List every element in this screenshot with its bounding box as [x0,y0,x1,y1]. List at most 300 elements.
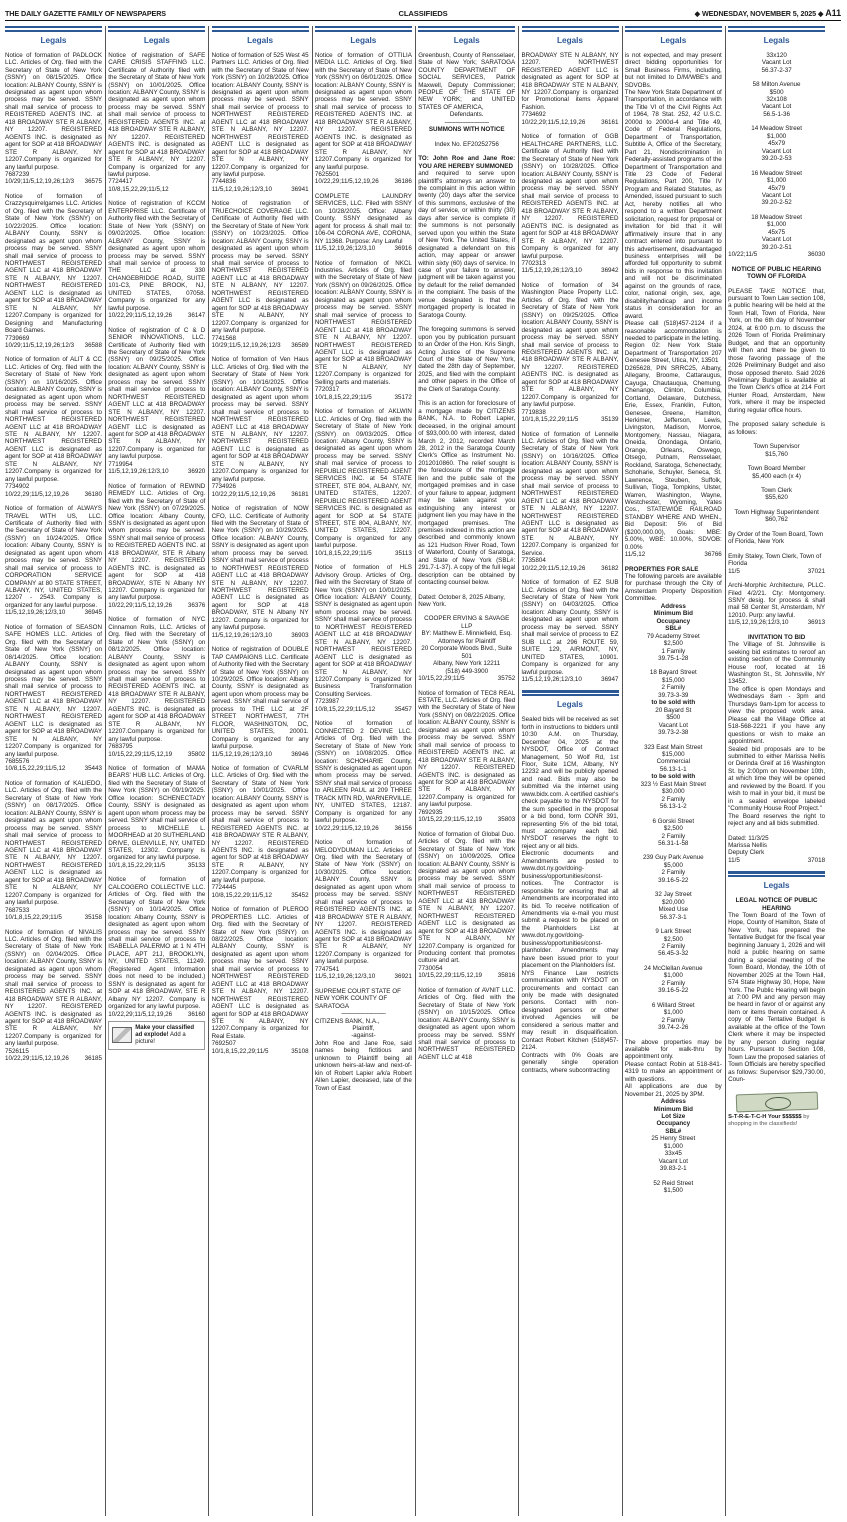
notice-text: COMPLETE LAUNDRY SERVICES, LLC. Filed with SSNY on 10/28/2025. Office: Albany County. SSNY designated as agent for process & shall mail to: 106-04 CORONA AVE, CORONA, NY 11368. Purpose: Any Lawful [314,192,412,245]
publication-dates: 10/22,29;11/5,12,19,26 [5,490,69,498]
notice-text: The above properties may be available for walk-thru by appointment only. [624,1038,722,1061]
publication-reference [108,1011,205,1018]
centered-line: 45x75 [768,228,786,236]
spacer [418,148,515,155]
notice-text: Notice of registration of SAFE CARE CRISIS STAFFING LLC. Certificate of Authority filed with the Secretary of State of New York (SSNY) on 10/01/2025. Office location: ALBANY County, SSNY is designated as agent upon whom process may be served. SSNY shall mail service of process to REGISTERED AGENTS INC. at 418 BROADWAY STE R ALBANY, NY 12207. REGISTERED AGENTS INC. is designated as agent for SOP at 418 BROADWAY STE R ALBANY, NY 12207. Company is organized for any lawful purpose. [108,51,206,179]
publication-dates: 11/5,12,19,26;12/3,10 [521,676,582,684]
centered-line: 6 Willard Street [651,1001,695,1009]
notice-line: 7734926 [211,483,236,491]
publication-reference [108,751,205,758]
notice-line: Dated: October 8, 2025 Albany, New York. [418,593,505,609]
ad-number: 35752 [497,675,516,683]
header-rule [625,26,722,28]
notice-text: Notice of formation of NKCL Industries. Articles of Org. filed with the Secretary of State of New York (SSNY) on 09/26/2025. Office location: ALBANY County, SSNY is designated as agent upon whom process may be served. SSNY shall mail service of process to NORTHWEST REGISTERED AGENT LLC at 418 BROADWAY STE N ALBANY, NY 12207. NORTHWEST REGISTERED AGENT LLC is designated as agent for SOP at 418 BROADWAY STE N ALBANY, NY 12207.Company is organized for Selling parts and materials. [314,259,412,386]
ad-number: 36946 [291,750,309,758]
ad-number: 36588 [84,341,102,349]
section-title: CLASSIFIEDS [398,9,448,18]
header-rule [108,30,205,32]
centered-line: Commercial [656,758,690,766]
centered-line: Vacant Lot [761,236,792,244]
notice-heading-centered: Lot Size [661,1113,686,1121]
spacer [728,828,825,835]
section-header [728,26,825,46]
centered-line: 33x45 [664,1150,682,1158]
ad-number: 36903 [291,631,309,639]
column-divider [622,26,623,1516]
spacer [5,498,102,505]
publication-reference [315,178,412,185]
centered-line: Albany, New York 12211 [433,660,501,668]
publication-dates: 10/22,29;11/5,12,19,26 [314,178,379,186]
header-rule [728,26,825,28]
publication-reference [212,892,309,899]
centered-line: 2 Family [661,942,686,950]
notice-heading-centered: Minimum Bid [653,610,693,618]
notice-line: 7692507 [211,1040,236,1048]
spacer [625,1032,722,1039]
header-rule [418,30,515,32]
notice-text: Notice of formation of EZ SUB LLC. Articles of Org. filed with the Secretary of State of New York (SSNY) on 04/03/2025. Office location: Albany County, SSNY is designated as agent upon whom process may be served. SSNY shall mail service of process to EZ SUB LLC at 296 ROUTE 59, SUITE 129, AIRMONT, NY, UNITED STATES, 10901. Company is organized for any lawful purpose. [521,579,619,676]
header-rule [108,26,205,28]
publication-reference [315,973,412,980]
publication-reference [522,267,619,274]
spacer [315,832,412,839]
section-header [5,26,102,46]
notice-heading-centered: LEGAL NOTICE OF PUBLIC HEARING [735,897,818,912]
notice-line: 7735804 [521,557,546,565]
centered-line: 39.83-2-1 [659,1165,687,1173]
notice-line: SUPREME COURT STATE OF NEW YORK COUNTY OF SARATOGA [314,987,401,1010]
notice-text: and required to serve upon plaintiff's attorneys an answer to the complaint in this action within twenty (20) days after the service of this summons, exclusive of the day of service, or within thirty (30) days after service is complete if the summons is not personally served upon you within the State of New York. The United States, if designated a defendant on this action, may appear or answer within sixty (60) days of service. In case of your failure to answer, judgment will be taken against you by default for the relief demanded in the complaint. The basis of the venue designated is that the mortgaged property is located in Saratoga County. [418,170,516,319]
centered-line: Vacant Lot [761,59,792,67]
notice-heading-centered: SUMMONS WITH NOTICE [428,126,505,134]
centered-line: $1,000 [663,972,683,980]
notice-text: Notice of formation of PLEROO PROPERTIES LLC. Articles of Org. filed with the Secretary of State of New York (SSNY) on 08/22/2025. Office location: ALBANY County, SSNY is designated as agent upon whom process may be served. SSNY shall mail service of process to NORTHWEST REGISTERED AGENT LLC at 418 BROADWAY STE N ALBANY, NY 12207. NORTHWEST REGISTERED AGENT LLC is designated as agent for SOP at 418 BROADWAY STE N ALBANY, NY 12207.Company is organized for Real Estate. [211,906,309,1040]
notice-text: Sealed bid proposals are to be submitted to either Marissa Nellis or Derinda Greif at 16 Washington St. by 2:00pm on November 10th, at which time they will be opened and reviewed by the Board. If you wish to mail in your bid, it must be in a sealed envelope labeled "Community House Roof Project." [728,745,826,813]
centered-line: $15,000 [662,676,685,684]
header-rule [728,871,825,873]
notice-text: Notice of registration of KCCM ENTERPRISE LLC. Certificate of Authority filed with the Secretary of State of New York (SSNY) on 09/02/2025. Office location: ALBANY County, SSNY is designated as agent upon whom process may be served. SSNY shall mail service of process to THE LLC at 330 CHANGEBRIDGE ROAD, SUITE 101-C3, PINE BROOK, NJ, UNITED STATES, 07058. Company is organized for any lawful purpose. [108,200,206,312]
column-divider [312,26,313,1516]
section-header-label: Legals [557,700,583,710]
spacer [418,683,515,690]
legals-column [5,26,102,1063]
notice-text: Sealed bids will be received as set forth in instructions to bidders until 10:30 A.M. on Thursday, December 04, 2025 at the NYSDOT, Office of Contract Management, 50 Wolf Rd, 1st Floor, Suite 1CM, Albany, NY 12232 and will be publicly opened and read. Bids may also be submitted via the internet using www.bidx.com. A certified cashier's check payable to the NYSDOT for the sum specified in the proposal or a bid bond, form CONR 391, representing 5% of the bid total, must accompany each bid. NYSDOT reserves the right to reject any or all bids. [521,716,619,850]
ad-number: 36921 [394,973,412,981]
spacer [728,281,825,288]
section-header [315,26,412,46]
centered-line: Vacant Lot [658,1157,688,1165]
centered-line: 56.5-1-36 [763,110,790,118]
promo-headline: Make your classified ad explode! [135,1024,194,1038]
ad-number: 36913 [807,619,826,627]
centered-line: $5,000 [663,861,683,869]
centered-line: Vacant Lot [761,147,792,155]
header-rule [522,30,619,32]
section-header [108,26,205,46]
notice-line: 7526115 [5,1047,29,1055]
notice-text: Archi-Morphic Architecture, PLLC. Filed 4/2/21. Cty: Montgomery. SSNY desig. for process & shall mail 58 Center St, Amsterdam, NY 12010. Purp: any lawful. [728,582,826,619]
notice-text: Notice of formation of PADLOCK LLC. Articles of Org. filed with the Secretary of State of New York (SSNY) on 08/15/2025. Office location: ALBANY County, SSNY is designated as agent upon whom process may be served. SSNY shall mail service of process to REGISTERED AGENTS INC. at 418 BROADWAY STE R ALBANY, NY 12207. REGISTERED AGENTS INC. is designated as agent for SOP at 418 BROADWAY STE R ALBANY, NY 12207.Company is organized for any lawful purpose. [5,51,102,171]
header-rule [5,30,102,32]
notice-heading: PROPERTIES FOR SALE [624,565,699,573]
notice-text: The proposed salary schedule is as follows: [728,421,826,436]
notice-line: Marissa Nellis [728,842,767,849]
notice-heading-centered: Occupancy [656,617,691,625]
centered-line: 39.75-1-28 [658,655,689,663]
issue-date [695,8,841,18]
notice-line: Emily Staley, Town Clerk, Town of Florida [728,552,822,568]
ad-number: 36941 [291,185,309,193]
notice-line: 7730054 [418,964,443,972]
notice-text: John Roe and Jane Roe, said names being fictitious and unknown to Plaintiff being all unknown heirs-at-law and next-of-kin of Robert Lapier a/k/a Robert Allen Lapier, deceased, late of the Town of East [314,1039,412,1092]
spacer [728,502,825,509]
publication-dates: 11/5,12,19,26;12/3,10 [211,631,272,639]
legals-column [625,26,722,1195]
ad-number: 36920 [187,468,206,476]
header-rule [625,30,722,32]
centered-line: 2 Family [661,979,686,987]
publication-reference [108,186,205,193]
text-divider: ---------------------------- [444,118,489,126]
ad-number: 36575 [84,178,102,186]
notice-text: Notice of formation of TEC8 REAL ESTATE, LLC. Articles of Org. filed with the Secretary of State of New York (SSNY) on 08/22/2025. Office location: ALBANY County, SSNY is designated as agent upon whom process may be served. SSNY shall mail service of process to REGISTERED AGENTS INC. at 418 BROADWAY STE R ALBANY, NY 12207. REGISTERED AGENTS INC. is designated as agent for SOP at 418 BROADWAY STE R ALBANY, NY 12207.Company is organized for any lawful purpose. [418,689,516,809]
notice-text: is not expected, and may present direct bidding opportunities for Small Business Firms, including, but not limited to D/M/WBE's and SDVOBs. [624,51,722,89]
publication-reference [5,491,102,498]
publication-reference [5,178,102,185]
header-rule [315,26,412,28]
section-header-label: Legals [453,35,480,45]
centered-line: $30,000 [662,788,685,796]
spacer [108,320,205,327]
publication-dates: 10/15,22,29;11/5,12,19 [108,750,173,758]
centered-line: Town Clerk [761,486,793,494]
ad-number: 35803 [497,816,516,824]
notice-text: Notice of registration of NOW CFO, LLC. Certificate of Authority filed with the Secretary of State of New York (SSNY) on 10/29/2025. Office location: ALBANY County, SSNY is designated as agent upon whom process may be served. SSNY shall mail service of process to NORTHWEST REGISTERED AGENT LLC at 418 BROADWAY STE N ALBANY, NY 12207. NORTHWEST REGISTERED AGENT LLC is designated as agent for SOP at 418 BROADWAY, STE N Albany NY 12207. Company is organized for any lawful purpose. [211,505,309,632]
notice-text: BROADWAY STE N ALBANY, NY 12207. NORTHWEST REGISTERED AGENT LLC is designated as agent for SOP at 418 BROADWAY STE N ALBANY, NY 12207.Company is organized for Promotional items Apparel Fashion. [521,51,619,111]
publication-reference [108,602,205,609]
spacer [728,575,825,582]
notice-text: Notice of formation of SEASON SAFE HOMES LLC. Articles of Org. filed with the Secretary of State of New York (SSNY) on 08/14/2025. Office location: ALBANY County, SSNY is designated as agent upon whom process may be served. SSNY shall mail service of process to NORTHWEST REGISTERED AGENT LLC at 418 BROADWAY STE N ALBANY, NY 12207. NORTHWEST REGISTERED AGENT LLC is designated as agent for SOP at 418 BROADWAY STE N ALBANY, NY 12207.Company is organized for any lawful purpose. [5,623,102,758]
spacer [315,981,412,988]
notice-text: Notice of formation of MAMA BEARS' HUB LLC. Articles of Org. filed with the Secretary of State of New York (SSNY) on 09/19/2025. Office location: SCHENECTADY County, SSNY is designated as agent upon whom process may be served. SSNY shall mail service of process to MICHELLE L. MOORHEAD at 20 SUTHERLAND DRIVE, GLENVILLE, NY, UNITED STATES, 12302. Company is organized for any lawful purpose. [108,765,206,862]
notice-heading: TO: John Roe and Jane Roe: YOU ARE HEREBY SUMMONED [418,155,516,170]
centered-line: 39.73-2-38 [658,729,689,737]
spacer [108,609,205,616]
ad-number: 37018 [807,856,826,864]
notice-text: The Town Board of the Town of Hope, County of Hamilton, State of New York, has prepared the Tentative Budget for the fiscal year beginning January 1, 2026 and will hold a public hearing on same during a special meeting of the Town Board, Monday, the 10th of November 2025 at the Town Hall, 574 State Highway 30, Hope, New York. The Public Hearing will begin at 7:00 PM and any person may be heard in favor of or against any item or items therein contained. A copy of the Tentative Budget is available at the office of the Town Clerk where it may be inspected by any person during regular hours. Pursuant to Section 108, Town Law the proposed salaries of Town Officials are hereby specified as follows: Supervisor $29,730.00, Coun- [728,912,826,1083]
centered-line: 25 Henry Street [651,1135,696,1143]
publication-reference [522,119,619,126]
legals-column [418,26,515,1061]
publication-reference [728,619,825,626]
spacer [728,207,825,214]
section-header-label: Legals [763,881,790,891]
notice-text: Notice of formation of Crazzysquirrelgames LLC. Articles of Org. filed with the Secretary of State of New York (SSNY) on 10/22/2025. Office location: ALBANY County, SSNY is designated as agent upon whom process may be served. SSNY shall mail service of process to NORTHWEST REGISTERED AGENT LLC at 418 BROADWAY STE N ALBANY, NY 12207. NORTHWEST REGISTERED AGENT LLC is designated as agent for SOP at 418 BROADWAY STE N ALBANY, NY 12207.Company is organized for Designing and Manufacturing Board Games. [5,192,102,335]
notice-text: Notice of formation of KALIEDO, LLC. Articles of Org. filed with the Secretary of State of New York (SSNY) on 08/17/2025. Office location: ALBANY County, SSNY is designated as agent upon whom process may be served. SSNY shall mail service of process to NORTHWEST REGISTERED AGENT LLC at 418 BROADWAY STE N ALBANY, NY 12207. NORTHWEST REGISTERED AGENT LLC is designated as agent for SOP at 418 BROADWAY STE N ALBANY, NY 12207.Company is organized for any lawful purpose. [5,779,102,907]
publication-dates: 10/1,8,15,22,29;11/5 [314,549,372,557]
ad-number: 36185 [84,1055,102,1063]
notice-text: Notice of formation of REWIND REMEDY LLC. Articles of Org. filed with the Secretary of State of New York (SSNY) on 07/29/2025. Office location: Albany County, SSNY is designated as agent upon whom process may be served. SSNY shall mail service of process to REGISTERED AGENTS INC. at 418 BROADWAY, STE R Albany NY 12207. REGISTERED AGENTS INC. is designated as agent for SOP at 418 BROADWAY, STE N Albany NY 12207. Company is organized for any lawful purpose. [108,482,206,602]
notice-text: Notice of registration of C & D SENIOR INNOVATIONS, LLC. Certificate of Authority filed with the Secretary of State of New York (SSNY) on 09/25/2025. Office location: ALBANY County, SSNY is designated as agent upon whom process may be served. SSNY shall mail service of process to NORTHWEST REGISTERED AGENT LLC at 418 BROADWAY STE N ALBANY, NY 12207. NORTHWEST REGISTERED AGENT LLC is designated as agent for SOP at 418 BROADWAY STE N ALBANY, NY 12207.Company is organized for any lawful purpose. [108,326,206,461]
spacer [522,424,619,431]
ad-number: 36161 [601,118,619,126]
publication-reference [315,550,412,557]
notice-text: Electronic documents and Amendments are posted to www.dot.ny.gov/doing-business/opportunities/const-notices. The Contractor is responsible for ensuring that all Amendments are incorporated into its bid. To receive notification of Amendments via e-mail you must submit a request to be placed on the Planholders List at www.dot.ny.gov/doing-business/opportunities/const-planholder. Amendments may have been issued prior to your placement on the Planholders list. [521,850,619,970]
centered-line: 6 Gorski Street [652,817,695,825]
notice-text: Please call (518)457-2124 if a reasonable accommodation is needed to participate in the letting. [624,320,722,342]
notice-text: Greenbush, County of Rensselaer, State of New York; SARATOGA COUNTY DEPARTMENT OF SOCIAL SERVICES, Patrick Maxwell, Deputy Commissioner; PEOPLE OF THE STATE OF NEW YORK; and UNITED STATES OF AMERICA, [418,51,516,111]
publication-reference [315,825,412,832]
header-rule [315,30,412,32]
notice-text: Notice of formation of HLS Advisory Group. Articles of Org. filed with the Secretary of State of New York (SSNY) on 10/01/2025. Office location: ALBANY County, SSNY is designated as agent upon whom process may be served. SSNY shall mail service of process to NORTHWEST REGISTERED AGENT LLC at 418 BROADWAY STE N ALBANY, NY 12207. NORTHWEST REGISTERED AGENT LLC is designated as agent for SOP at 418 BROADWAY STE N ALBANY, NY 12207.Company is organized for Business Transformation Consulting Services. [314,564,412,698]
notice-text: The New York State Department of Transportation, in accordance with the Title VI of the Civil Rights Act of 1964, 78 Stat. 252, 42 U.S.C. 2000d to 2000d-4 and Title 49, Code of Federal Regulations, Department of Transportation, Subtitle A, Office of the Secretary, Part 21, Nondiscrimination in Federally-assisted programs of the Department of Transportation and Title 23 Code of Federal Regulations, Part 200, Title IV Program and Related Statutes, as Amended, issued pursuant to such Act, hereby notifies all who respond to a written Department solicitation, request for proposal or invitation for bid that it will affirmatively insure that in any contract entered into pursuant to this advertisement, disadvantaged business enterprises will be afforded full opportunity to submit bids in response to this invitation and will not be discriminated against on the grounds of race, color, national origin, sex, age, disability/handicap and income status in consideration for an award. [624,89,722,320]
ad-number: 36030 [807,251,826,259]
centered-line: Vacant Lot [658,721,688,729]
section-header [522,690,619,710]
centered-line: Defendants. [449,111,484,119]
publication-dates: 10/8,15,22,29;11/5,12 [211,891,272,899]
centered-line: 39.16-5-22 [658,876,689,884]
notice-text: Notice of formation of NIVALIS LLC. Articles of Org. filed with the Secretary of State of New York (SSNY) on 02/04/2025. Office location: ALBANY County, SSNY is designated as agent upon whom process may be served. SSNY shall mail service of process to REGISTERED AGENTS INC. at 418 BROADWAY STE R ALBANY, NY 12207. REGISTERED AGENTS INC. is designated as agent for SOP at 418 BROADWAY STE R ALBANY, NY 12207.Company is organized for any lawful purpose. [5,928,102,1048]
centered-line: 32x108 [766,96,787,104]
notice-line: 7734692 [521,111,546,119]
notice-text: Notice of formation of Ven Haus LLC. Articles of Org. filed with the Secretary of State of New York (SSNY) on 10/16/2025. Office location: ALBANY County, SSNY is designated as agent upon whom process may be served. SSNY shall mail service of process to NORTHWEST REGISTERED AGENT LLC at 418 BROADWAY STE N ALBANY, NY 12207. NORTHWEST REGISTERED AGENT LLC is designated as agent for SOP at 418 BROADWAY STE N ALBANY, NY 12207.Company is organized for any lawful purpose. [211,356,309,483]
centered-line: 56.13-1-2 [659,803,687,811]
centered-line: $15,760 [765,450,788,458]
spacer [418,980,515,987]
centered-line: 2 Family [661,869,686,877]
centered-line: $5,400 each (x 4) [752,472,801,480]
centered-line: Vacant Lot [761,103,792,111]
ad-number: 36947 [601,676,619,684]
spacer [108,193,205,200]
notice-line: 7739669 [5,334,30,342]
publication-reference [108,468,205,475]
spacer [315,713,412,720]
centered-line: 323 East Main Street [644,743,703,751]
spacer [625,662,722,669]
centered-line: 1 Family [661,647,686,655]
column-divider [518,26,519,1516]
ad-number: 35443 [84,765,102,773]
publication-reference [728,857,825,864]
promo-text [135,1025,201,1046]
publication-reference [522,676,619,683]
centered-line: Mixed Use [658,906,689,914]
notice-heading-centered: NOTICE OF PUBLIC HEARING TOWN OF FLORIDA [731,265,822,281]
publication-dates: 10/1,8,15,22,29;11/5 [108,861,166,869]
legals-column [728,26,825,1128]
publication-dates: 10/8,15,22,29;11/5,12 [314,705,376,713]
notice-line: 7719838 [521,408,546,416]
centered-line: 14 Meadow Street [751,125,802,133]
section-header-label: Legals [143,35,170,45]
publication-dates: 10/15,22,29;11/5 [418,675,465,683]
spacer [418,134,515,141]
notice-text: Notice of formation of AKLWIN LLC. Articles of Org. filed with the Secretary of State of New York (SSNY) on 09/03/2025. Office location: Albany County, SSNY is designated as agent upon whom process may be served. SSNY shall mail service of process to REPUBLIC REGISTERED AGENT SERVICES INC. at 54 STATE STREET, STE 804, ALBANY, NY, UNITED STATES, 12207. REPUBLIC REGISTERED AGENT SERVICES INC. is designated as agent for SOP at 54 STATE STREET, STE 804, ALBANY, NY, UNITED STATES, 12207. Company is organized for any lawful purpose. [314,408,412,550]
publication-dates: 11/5 [728,856,740,864]
ad-number: 36156 [394,824,412,832]
spacer [625,811,722,818]
centered-line: 45x79 [768,184,786,192]
notice-text: The foregoing summons is served upon you by publication pursuant to an Order of the Hon. Kris Singh, Acting Justice of the Supreme Court of the State of New York, dated the 28th day of September, 2025, and filed with the complaint and other papers in the Office of the Clerk of Saratoga County. [418,326,516,393]
ad-number: 36181 [291,490,309,498]
ad-number: 36182 [601,564,619,572]
centered-line: $1,000 [663,1009,683,1017]
publication-dates: 10/22,29;11/5,12,19,26 [108,312,173,320]
notice-line: Deputy Clerk [728,849,765,857]
promo-subtext: Add a picture! [135,1031,186,1045]
centered-line: 39.20-2-51 [761,243,792,251]
ad-number: 35172 [394,393,412,401]
notice-text: Notice of formation of OTTILIA MEDIA LLC. Articles of Org. filed with the Secretary of State of New York (SSNY) on 06/01/2025. Office location: ALBANY County, SSNY is designated as agent upon whom process may be served. SSNY shall mail service of process to REGISTERED AGENTS INC. at 418 BROADWAY STE R ALBANY, NY 12207. REGISTERED AGENTS INC. is designated as agent for SOP at 418 BROADWAY STE R ALBANY, NY 12207.Company is organized for any lawful purpose. [314,51,412,171]
centered-line: Attorneys for Plaintiff [437,637,496,645]
notice-text: Notice of formation of ALIT & CC LLC. Articles of Org. filed with the Secretary of State of New York (SSNY) on 10/16/2025. Office location: ALBANY County, SSNY is designated as agent upon whom process may be served. SSNY shall mail service of process to NORTHWEST REGISTERED AGENT LLC at 418 BROADWAY STE N ALBANY, NY 12207. NORTHWEST REGISTERED AGENT LLC is designated as agent for SOP at 418 BROADWAY STE N ALBANY, NY 12207.Company is organized for any lawful purpose. [5,356,102,483]
spacer [522,572,619,579]
spacer [212,349,309,356]
centered-line: 2 Family [661,684,686,692]
notice-text: Notice of formation of MELODYDUMAN LLC. Articles of Org. filed with the Secretary of State of New York (SSNY) on 10/30/2025. Office location: ALBANY County, SSNY is designated as agent upon whom process may be served. SSNY shall mail service of process to REGISTERED AGENTS INC. at 418 BROADWAY STE R ALBANY, NY 12207. REGISTERED AGENTS INC. is designated as agent for SOP at 418 BROADWAY STE R ALBANY, NY 12207.Company is organized for any lawful purpose. [314,839,412,966]
centered-line: Plaintiff, [352,1024,375,1032]
legals-column [212,26,309,1055]
notice-text: D265628, PIN SRRC25, Albany, Allegany, Broome, Cattaraugus, Cayuga, Chautauqua, Chemung, Chenango, Clinton, Columbia, Cortland, Delaware, Dutchess, Erie, Essex, Franklin, Fulton, Genesee, Greene, Hamilton, Herkimer, Jefferson, Lewis, Livingston, Madison, Monroe, Montgomery, Nassau, Niagara, Oneida, Onondaga, Ontario, Orange, Orleans, Oswego, Otsego, Putnam, Rensselaer, Rockland, Saratoga, Schenectady, Schoharie, Schuyler, Seneca, St. Lawrence, Steuben, Suffolk, Sullivan, Tioga, Tompkins, Ulster, Warren, Washington, Wayne, Westchester, Wyoming, Yates Cos., STATEWIDE RAILROAD STANDBY WHERE AND WHEN., Bid Deposit: 5% of Bid ($200,000.00), Goals: MBE: 5.00%, WBE: 10.00%, SDVOB: 0.00% [624,364,722,551]
centered-line: 56.37-3-1 [659,913,687,921]
notice-text: PLEASE TAKE NOTICE that, pursuant to Town Law section 108, a public hearing will be held at the Town Hall, Town of Florida, New York, on the 6th day of November 2024, at 6:00 p.m. to discuss the 2026 Town of Florida Preliminary Budget, and that an opportunity will then and there be given to those favoring passage of the 2026 Preliminary Budget and also those opposed thereto. Said 2026 Preliminary Budget is available at the Town Clerk's office at 214 Fort Hunter Road, Amsterdam, New York, where it may be inspected during regular office hours. [728,287,826,414]
header-rule [728,875,825,877]
notice-line: 7625501 [314,171,340,179]
centered-line: 9 Lark Street [655,928,692,936]
publication-dates: 11/5,12,19,26;12/3,10 [211,185,272,193]
section-header-label: Legals [660,35,687,45]
notice-line: 7734902 [5,483,30,491]
spacer [728,414,825,421]
notice-text: The Board reserves the right to reject any and all bids submitted. [728,812,826,828]
spacer [625,847,722,854]
section-header [212,26,309,46]
ad-number: 35108 [291,1047,309,1055]
centered-line: $500 [666,714,681,722]
publication-reference [5,609,102,616]
notice-text: Notice of formation of CONNECTED 2 DEVINE LLC. Articles of Org. filed with the Secretary of State of New York (SSNY) on 10/08/2025. Office location: SCHOHARIE County, SSNY is designated as agent upon whom process may be served. SSNY shall mail service of process to ARLEEN PAUL at 209 THREE TRACK MTN RD, WARNERVILLE, NY, UNITED STATES, 12187. Company is organized for any lawful purpose. [314,720,412,825]
centered-line: 39.20-2-53 [761,155,792,163]
centered-line: 20 Corporate Woods Blvd., Suite 501 [421,645,513,660]
ad-number: 36942 [601,267,619,275]
notice-text: Notice of formation of Global Duo. Articles of Org. filed with the Secretary of State of New York (SSNY) on 10/09/2025. Office location: ALBANY County, SSNY is designated as agent upon whom process may be served. SSNY shall mail service of process to NORTHWEST REGISTERED AGENT LLC at 418 BROADWAY STE N ALBANY, NY 12207. NORTHWEST REGISTERED AGENT LLC is designated as agent for SOP at 418 BROADWAY STE N ALBANY, NY 12207.Company is organized for Producing content that promotes culture and art. [418,830,516,965]
legals-column [522,26,619,1074]
notice-text: Notice of formation of CVARLM LLC. Articles of Org. filed with the Secretary of State of New York (SSNY) on 10/01/2025. Office location: ALBANY County, SSNY is designated as agent upon whom process may be served. SSNY shall mail service of process to REGISTERED AGENTS INC. at 418 BROADWAY STE R ALBANY, NY 12207. REGISTERED AGENTS INC. is designated as agent for SOP at 418 BROADWAY STE R ALBANY, NY 12207.Company is organized for any lawful purpose. [211,765,309,884]
spacer [5,617,102,624]
ad-number: 35113 [394,549,412,557]
ad-number: 37021 [807,567,826,575]
publication-reference [418,972,515,979]
promo-subtext: by shopping in the classifieds! [728,1114,810,1128]
publication-reference [108,862,205,869]
section-header-label: Legals [40,35,67,45]
publication-reference [315,706,412,713]
centered-line: -against- [351,1032,376,1040]
centered-line: $1,000 [767,177,787,185]
publication-name: THE DAILY GAZETTE FAMILY OF NEWSPAPERS [5,9,166,18]
publication-reference [728,251,825,258]
publication-dates: 10/8,15,22,29;11/5,12 [108,185,169,193]
spacer [728,118,825,125]
spacer [522,275,619,282]
spacer [418,393,515,400]
publication-dates: 10/1,8,15,22,29;11/5 [314,393,372,401]
dollar-bill-icon [735,1092,818,1113]
notice-line: 7724445 [211,884,236,892]
publication-reference [315,394,412,401]
centered-line: Town Highway Superintendent [734,508,819,516]
centered-line: 56.45-3-32 [658,950,689,958]
notice-line: 7683795 [108,743,133,751]
ad-number: 35139 [601,416,619,424]
spacer [728,259,825,266]
publication-dates: 10/29;11/5,12,19,26;12/3 [5,178,75,186]
centered-line: $2,500 [663,640,683,648]
centered-line: 18 Meadow Street [751,213,802,221]
spacer [522,683,619,690]
spacer [418,319,515,326]
spacer [212,758,309,765]
spacer [108,869,205,876]
publication-reference [212,632,309,639]
spacer [418,587,515,594]
section-header-label: Legals [763,35,790,45]
section-header [522,26,619,46]
notice-heading-centered: SBL# [665,625,682,633]
publication-reference [212,342,309,349]
ad-number: 36147 [187,312,206,320]
publication-dates: 10/1,8,15,22,29;11/5 [521,416,579,424]
notice-text: The following parcels are available for purchase through the City of Amsterdam Property Disposition Committee. [624,573,722,603]
centered-line: $1,000 [663,1142,683,1150]
notice-text: Region 02: New York State Department of Transportation 207 Genesee Street, Utica, NY, 13501 [624,342,722,365]
notice-heading-centered: to be sold with [651,773,696,781]
centered-line: 56.37-2-37 [761,66,792,74]
centered-line: $1,000 [767,132,787,140]
publication-reference [418,816,515,823]
notice-line: 7702313 [521,260,546,267]
notice-line: 7719954 [108,460,133,468]
ad-number: 36766 [704,551,722,559]
spacer [522,126,619,133]
publication-dates: 11/5,12,19,26;12/3,10 [314,973,376,981]
publication-dates: 11/5,12,19,26;12/3,10 [211,750,272,758]
ad-number: 35452 [291,891,309,899]
notice-text: This is an action for foreclosure of a mortgage made by CITIZENS BANK, N.A. to Robert Lapier, deceased, in the original amount of $93,000.00 with interest, dated March 2, 2012, recorded March 28, 2012 in the Saratoga County Clerk's Office as Instrument No. 2012010860. The relief sought is the foreclosure of the mortgage lien and the public sale of the mortgaged premises and in case of your failure to appear, judgment may be taken against you extinguishing any interest or judgment lien you may have in the mortgaged premises. The premises indexed in this action are described and commonly known as 121 Hudson River Road, Town of Waterford, County of Saratoga, and State of New York (SBL#: 291.7-1-37). A copy of the full legal description can be obtained by contacting counsel below. [418,400,516,587]
spacer [728,458,825,465]
publication-dates: 10/22,29;11/5,12,19,26 [521,118,586,126]
notice-text: Notice of registration of TRUECHOICE COVERAGE LLC. Certificate of Authority filed with the Secretary of State of New York (SSNY) on 10/23/2025. Office location: ALBANY County, SSNY is designated as agent upon whom process may be served. SSNY shall mail service of process to NORTHWEST REGISTERED AGENT LLC at 418 BROADWAY STE N ALBANY, NY 12207. NORTHWEST REGISTERED AGENT LLC is designated as agent for SOP at 418 BROADWAY STE N ALBANY, NY 12207.Company is organized for any lawful purpose. [211,200,309,335]
centered-line: 56.13-1-1 [659,765,687,773]
notice-heading-centered: Address [660,602,686,610]
text-divider: ---------------------------- [341,1010,386,1018]
notice-heading-centered: Address [660,1098,686,1106]
centered-line: 58 Milton Avenue [752,81,801,89]
notice-line: 7687533 [5,906,30,914]
header-rule [418,26,515,28]
centered-line: 79 Academy Street [646,632,700,640]
centered-line: COOPER ERVING & SAVAGE LLP [424,615,510,630]
centered-line: Town Supervisor [753,443,800,451]
centered-line: 39.20-2-52 [761,199,792,207]
add-picture-promo[interactable] [108,1021,205,1050]
spacer [625,995,722,1002]
publication-reference [728,568,825,575]
publication-dates: 10/1,8,15,22,29;11/5 [5,914,62,922]
